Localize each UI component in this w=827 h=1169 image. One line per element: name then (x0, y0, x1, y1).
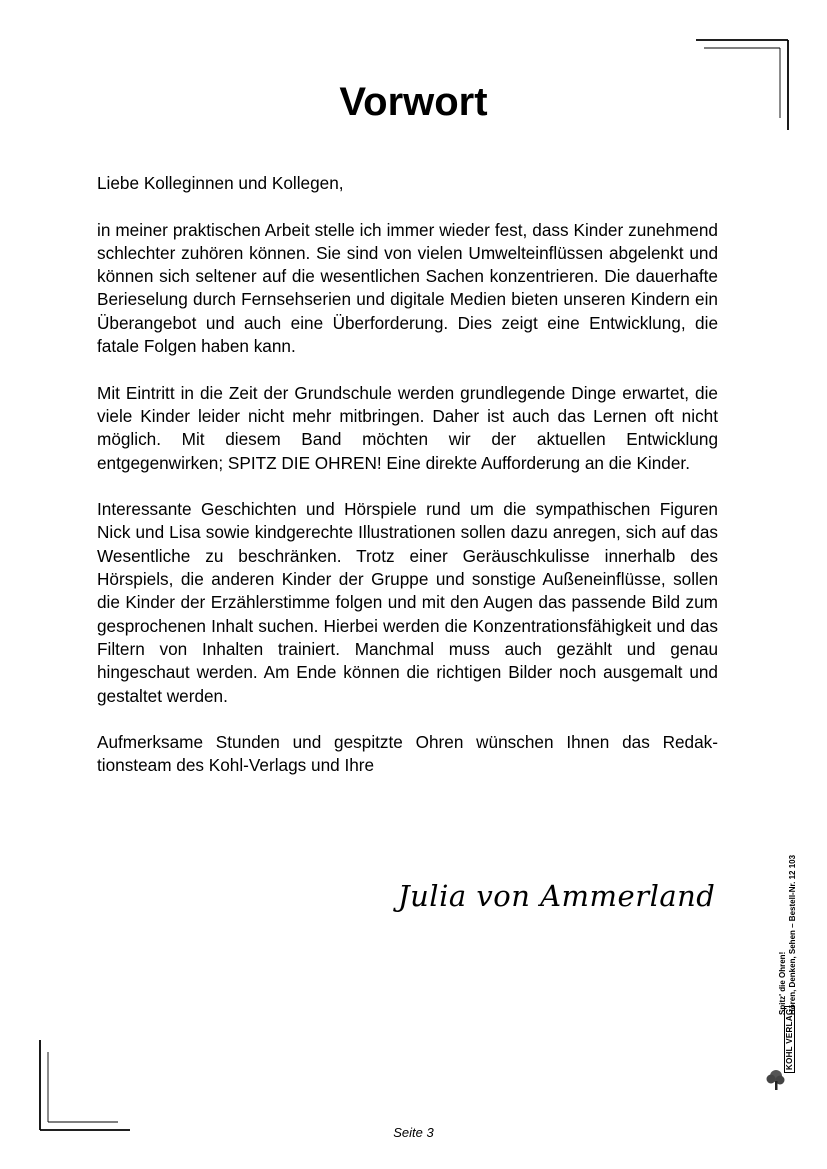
corner-frame-top-right (696, 38, 790, 132)
closing-paragraph: Aufmerksame Stunden und gespitzte Ohren wünschen Ihnen das Redaktionsteam des Kohl-Verlags und Ihre (97, 732, 718, 776)
paragraph: Mit Eintritt in die Zeit der Grundschule werden grundlegende Dinge erwartet, die viele Kinder leider nicht mehr mitbringen. Daher ist auch das Lernen oft nicht möglich. Mit diesem Band möchten wir der aktuellen Entwicklung entgegenwirken; SPITZ DIE OHREN! Eine direkte Aufforderung an die Kinder. (97, 382, 718, 473)
salutation: Liebe Kolleginnen und Kollegen, (97, 173, 344, 193)
tree-icon (766, 1069, 786, 1091)
side-book-info (778, 855, 798, 1015)
page-number: Seite 3 (393, 1125, 434, 1140)
side-book-subtitle: Hören, Denken, Sehen – Bestell-Nr. 12 103 (788, 854, 797, 1015)
corner-frame-bottom-left (38, 1038, 132, 1132)
signature: Julia von Ammerland (398, 879, 716, 913)
letter-body (97, 172, 718, 778)
paragraph: Interessante Geschichten und Hörspiele rund um die sympathischen Figuren Nick und Lisa sowie kindgerechte Illustrationen sollen dazu anregen, sich auf das Wesentliche zu beschränken. Trotz einer Geräuschkulisse innerhalb des Hörspiels, die anderen Kinder der Gruppe und sonstige Außeneinflüsse, sollen die Kinder der Erzählerstimme folgen und mit den Augen das passende Bild zum gesprochenen Inhalt suchen. Hierbei werden die Konzentrationsfähigkeit und das Filtern von Inhalten trainiert. Manchmal muss auch gezählt und genau hingeschaut werden. Am Ende können die richtigen Bilder noch ausgemalt und gestaltet werden. (97, 499, 718, 706)
publisher-name: KOHL VERLAG (784, 1006, 795, 1073)
side-book-title: Spitz' die Ohren! (778, 951, 787, 1015)
paragraph: in meiner praktischen Arbeit stelle ich immer wieder fest, dass Kinder zunehmend schlechter zuhören können. Sie sind von vielen Umwelteinflüssen abgelenkt und können sich seltener auf die wesentlichen Sachen konzentrieren. Die dauerhafte Berieselung durch Fernsehserien und digitale Medien bieten unseren Kindern ein Überangebot und auch eine Überforderung. Dies zeigt eine Entwicklung, die fatale Folgen haben kann. (97, 219, 718, 357)
page-title: Vorwort (339, 79, 488, 124)
publisher-logo (766, 1008, 800, 1095)
